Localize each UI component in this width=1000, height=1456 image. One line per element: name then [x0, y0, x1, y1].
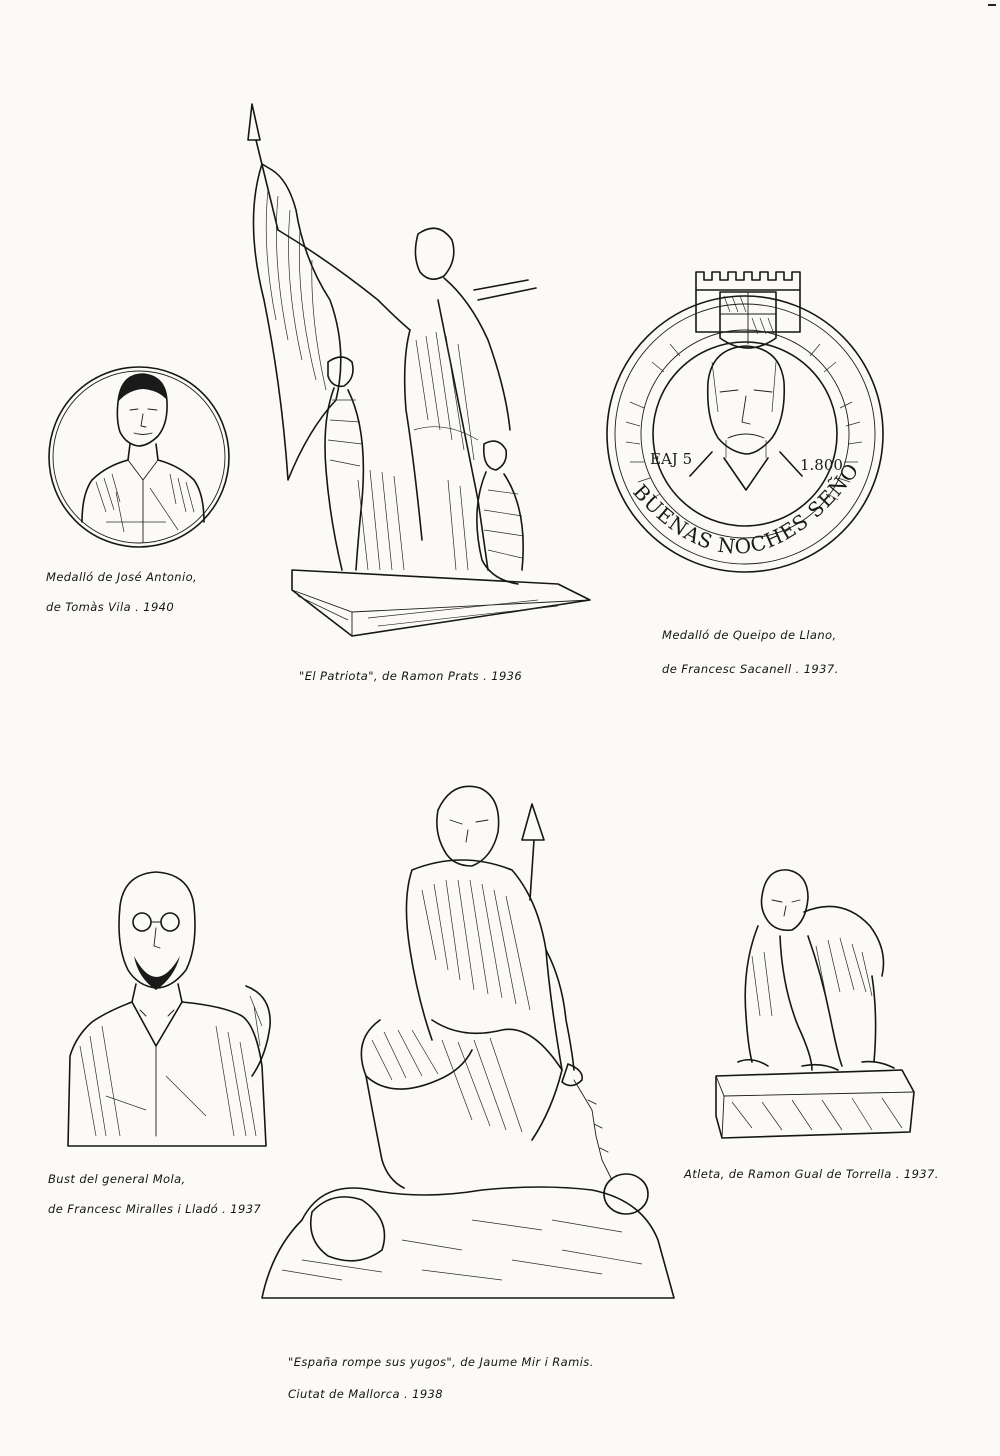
mola-bust-drawing — [66, 866, 276, 1146]
caption-el-patriota-line1: "El Patriota", de Ramon Prats . 1936 — [299, 669, 523, 683]
caption-mola-line2: de Francesc Miralles i Lladó . 1937 — [48, 1202, 262, 1216]
caption-jose-antonio-line1: Medalló de José Antonio, — [46, 570, 198, 584]
medal-left-inscription: EAJ 5 — [650, 450, 693, 468]
caption-atleta — [684, 1167, 939, 1181]
atleta-statue-drawing — [712, 866, 922, 1142]
caption-mola-line1: Bust del general Mola, — [48, 1172, 186, 1186]
caption-el-patriota — [299, 669, 522, 683]
caption-espana-line1: "España rompe sus yugos", de Jaume Mir i Ramis. — [288, 1355, 594, 1369]
medal-right-inscription: 1.800 — [800, 456, 843, 474]
caption-queipo-line2: de Francesc Sacanell . 1937. — [662, 662, 839, 676]
page-edge-mark — [988, 4, 996, 6]
caption-mola — [48, 1172, 261, 1216]
caption-queipo-line1: Medalló de Queipo de Llano, — [662, 628, 837, 642]
caption-queipo — [662, 628, 839, 676]
espana-statue-drawing — [262, 780, 678, 1298]
jose-antonio-medal-drawing — [46, 362, 232, 552]
queipo-medal-drawing — [591, 243, 890, 592]
caption-jose-antonio-line2: de Tomàs Vila . 1940 — [46, 600, 175, 614]
caption-espana — [288, 1355, 594, 1401]
caption-espana-line2: Ciutat de Mallorca . 1938 — [288, 1387, 443, 1401]
el-patriota-statue-drawing — [238, 100, 598, 640]
caption-atleta-line1: Atleta, de Ramon Gual de Torrella . 1937. — [684, 1167, 939, 1181]
medal-bottom-inscription: BUENAS NOCHES SEÑORES — [591, 243, 864, 559]
caption-jose-antonio — [46, 570, 197, 614]
